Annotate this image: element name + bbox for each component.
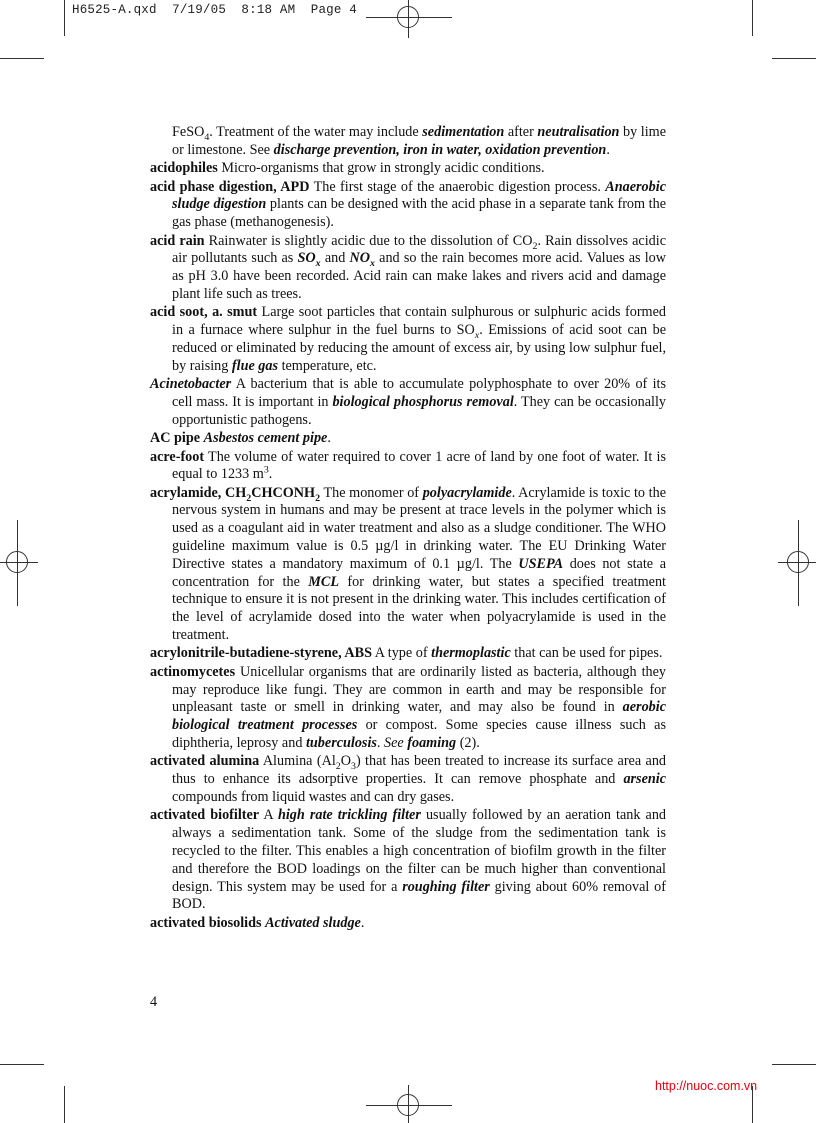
cross-ref[interactable]: high rate trickling filter xyxy=(277,807,421,824)
page-number: 4 xyxy=(150,994,158,1010)
headword: acrylonitrile-butadiene-styrene, ABS xyxy=(150,645,372,662)
entry-ac-pipe: AC pipe Asbestos cement pipe. xyxy=(150,430,331,447)
headword: acrylamide, $CH_2CHCONH_2$ xyxy=(150,484,321,504)
cross-ref[interactable]: sedimentation xyxy=(422,124,505,140)
print-slug: H6525-A.qxd 7/19/05 8:18 AM Page 4 xyxy=(72,3,357,17)
reg-mark-left-circle xyxy=(6,551,28,573)
headword: activated biosolids xyxy=(150,914,262,931)
headword: actinomycetes xyxy=(150,663,236,680)
reg-mark-right-circle xyxy=(787,551,809,573)
entry-acid-phase-digestion: acid phase digestion, APD The first stage of the anaerobic digestion process. Anaerobic sludge digestion plants can be designed with the acid phase in a separate tank from the gas phase (methanogenesis). xyxy=(150,178,667,231)
cross-ref[interactable]: Activated sludge xyxy=(265,914,361,931)
entry-activated-alumina: activated alumina Alumina $(Al_2O_3)$ that has been treated to increase its surface area and thus to enhance its adsorptive properties. It can remove phosphate and arsenic compounds from liquid wastes and can dry gases. xyxy=(150,753,667,806)
entry-abs: acrylonitrile-butadiene-styrene, ABS A type of thermoplastic that can be used for pipes. xyxy=(150,645,663,662)
crop-mark-bottom-right-h xyxy=(772,1064,816,1065)
entry-activated-biosolids: activated biosolids Activated sludge. xyxy=(150,914,365,931)
cross-ref[interactable]: foaming xyxy=(407,735,457,752)
reg-mark-top-circle xyxy=(397,6,419,28)
reg-mark-bottom-circle xyxy=(397,1094,419,1116)
cross-ref[interactable]: $SO_x$ xyxy=(297,250,321,270)
entry-acinetobacter: Acinetobacter A bacterium that is able to accumulate polyphosphate to over 20% of its cell mass. It is important in biological phosphorus removal. They can be occasionally opportunistic pathogens. xyxy=(150,376,666,428)
headword: activated biofilter xyxy=(150,807,260,824)
entry-actinomycetes: actinomycetes Unicellular organisms that are ordinarily listed as bacteria, although they may reproduce like fungi. They are common in earth and may be responsible for unpleasant taste or smell in drinking water, and may also be found in aerobic biological treatment processes or compost. Some species cause illness such as diphtheria, leprosy and tuberculosis. See foaming (2). xyxy=(150,663,666,752)
cross-ref[interactable]: biological phosphorus removal xyxy=(332,393,514,410)
cross-ref[interactable]: aerobic biological treatment processes xyxy=(172,699,666,734)
crop-mark-bottom-left-v xyxy=(64,1086,65,1123)
headword: activated alumina xyxy=(150,753,260,770)
cross-ref[interactable]: flue gas xyxy=(231,357,279,374)
cross-ref[interactable]: thermoplastic xyxy=(431,645,511,662)
entry-acre-foot: acre-foot The volume of water required to cover 1 acre of land by one foot of water. It is equal to 1233 $m^3$. xyxy=(150,448,666,483)
headword: acid phase digestion, APD xyxy=(150,178,310,195)
headword: acid rain xyxy=(150,232,205,249)
crop-mark-bottom-left-h xyxy=(0,1064,44,1065)
entry-acid-soot: acid soot, a. smut Large soot particles that contain sulphurous or sulphuric acids formed in a furnace where sulphur in the fuel burns to $SO_x$. Emissions of acid soot can be reduced or eliminated by reducing the amount of excess air, by using low sulphur fuel, by raising flue gas temperature, etc. xyxy=(150,304,666,374)
headword: Acinetobacter xyxy=(150,376,232,393)
entry-acrylamide: acrylamide, $CH_2CHCONH_2$ The monomer of polyacrylamide. Acrylamide is toxic to the nervous system in humans and may be present at trace levels in the polymer which is used as a coagulant aid in water treatment and also as a sludge conditioner. The WHO guideline maximum value is 0.5 µg/l in drinking water. The EU Drinking Water Directive states a mandatory maximum of 0.1 µg/l. The USEPA does not state a concentration for the MCL for drinking water, but states a specified treatment technique to ensure it is not present in the drinking water. This includes certification of the level of acrylamide dosed into the water when polyacrylamide is used in the treatment. xyxy=(150,484,667,644)
cross-ref[interactable]: $NO_x$ xyxy=(349,250,375,270)
cross-ref[interactable]: neutralisation xyxy=(537,124,620,140)
entry-activated-biofilter: activated biofilter A high rate trickling filter usually followed by an aeration tank and always a sedimentation tank. Some of the sludge from the sedimentation tank is recycled to the filter. This enables a high concentration of biofilm growth in the filter and therefore the BOD loadings on the filter can be much higher than conventional design. This system may be used for a roughing filter giving about 60% removal of BOD. xyxy=(150,807,667,913)
cross-ref[interactable]: Anaerobic sludge digestion xyxy=(172,178,666,213)
crop-mark-top-right-v xyxy=(752,0,753,36)
cross-ref[interactable]: MCL xyxy=(308,573,340,590)
cross-ref[interactable]: discharge prevention, iron in water, oxidation prevention xyxy=(273,141,607,158)
cross-ref[interactable]: USEPA xyxy=(518,555,564,572)
cross-ref[interactable]: roughing filter xyxy=(402,878,490,895)
entry-acid-rain: acid rain Rainwater is slightly acidic due to the dissolution of $CO_2$. Rain dissolves acidic air pollutants such as $SO_x$ and $NO_x$ and so the rain becomes more acid. Values as low as pH 3.0 have been recorded. Acid rain can make lakes and rivers acid and damage plant life such as trees. xyxy=(150,232,666,302)
cross-ref[interactable]: Asbestos cement pipe xyxy=(203,430,328,447)
cross-ref[interactable]: polyacrylamide xyxy=(422,484,512,501)
cross-ref[interactable]: arsenic xyxy=(623,771,666,788)
entry-continuation: FeSO$_4$. Treatment of the water may include sedimentation after neutralisation by lime or limestone. See discharge prevention, iron in water, oxidation prevention. xyxy=(172,124,666,158)
headword: acid soot, a. smut xyxy=(150,304,258,321)
dictionary-page-body xyxy=(150,124,666,933)
crop-mark-top-left-v xyxy=(64,0,65,36)
headword: AC pipe xyxy=(150,430,201,447)
headword: acre-foot xyxy=(150,448,205,465)
cross-ref[interactable]: tuberculosis xyxy=(305,735,377,752)
headword: acidophiles xyxy=(150,160,218,177)
source-url-link[interactable]: http://nuoc.com.vn xyxy=(655,1079,758,1093)
crop-mark-top-right-h xyxy=(772,58,816,59)
crop-mark-top-left-h xyxy=(0,58,44,59)
entry-acidophiles: acidophiles Micro-organisms that grow in strongly acidic conditions. xyxy=(150,160,545,177)
